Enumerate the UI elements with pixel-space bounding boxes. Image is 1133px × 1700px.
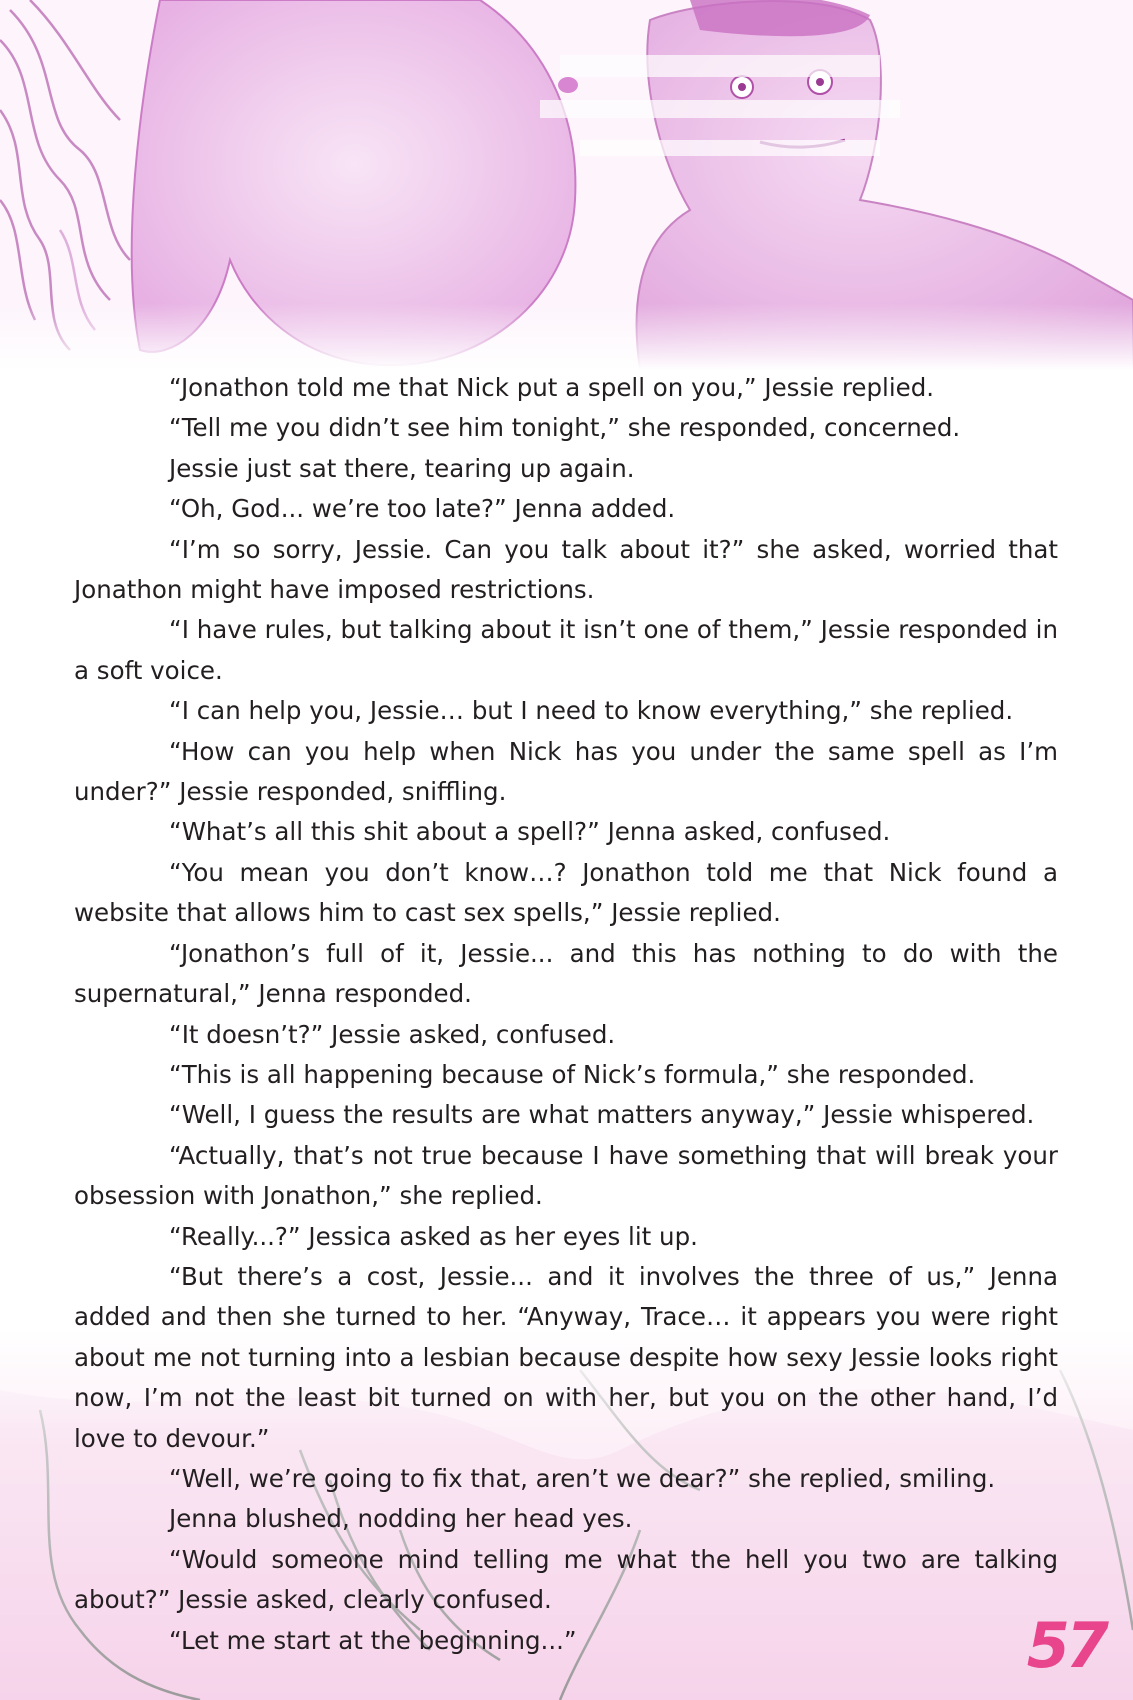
paragraph: “I can help you, Jessie… but I need to know everything,” she replied. bbox=[169, 696, 1014, 726]
paragraph: “What’s all this shit about a spell?” Jenna asked, confused. bbox=[169, 817, 891, 847]
paragraph: “Would someone mind telling me what the hell you two are talking about?” Jessie asked, clearly confused. bbox=[74, 1544, 1058, 1615]
paragraph: “I have rules, but talking about it isn’t one of them,” Jessie responded in a soft voice. bbox=[74, 615, 1058, 685]
paragraph: Jessie just sat there, tearing up again. bbox=[169, 453, 635, 483]
paragraph: “Actually, that’s not true because I have something that will break your obsession with Jonathon,” she replied. bbox=[74, 1140, 1058, 1211]
paragraph: “This is all happening because of Nick’s formula,” she responded. bbox=[169, 1059, 976, 1089]
paragraph: “But there’s a cost, Jessie... and it involves the three of us,” Jenna added and then she turned to her. “Anyway, Trace… it appears you were right about me not turning into a lesbian because despite how sexy Jessie looks right now, I’m not the least bit turned on with her, but you on the other hand, I’d love to devour.” bbox=[74, 1261, 1058, 1453]
paragraph: “It doesn’t?” Jessie asked, confused. bbox=[169, 1019, 616, 1049]
paragraph: Jenna blushed, nodding her head yes. bbox=[169, 1504, 633, 1534]
paragraph: “Jonathon’s full of it, Jessie... and this has nothing to do with the supernatural,” Jenna responded. bbox=[74, 938, 1058, 1009]
paragraph: “Really...?” Jessica asked as her eyes lit up. bbox=[169, 1221, 698, 1251]
paragraph: “Well, I guess the results are what matters anyway,” Jessie whispered. bbox=[169, 1100, 1035, 1130]
paragraph: “Let me start at the beginning...” bbox=[169, 1625, 577, 1655]
paragraph: “How can you help when Nick has you under the same spell as I’m under?” Jessie responded, sniffling. bbox=[74, 736, 1058, 807]
paragraph: “You mean you don’t know…? Jonathon told me that Nick found a website that allows him to cast sex spells,” Jessie replied. bbox=[74, 857, 1058, 928]
top-illustration bbox=[0, 0, 1133, 370]
page-number: 57 bbox=[1026, 1609, 1105, 1682]
paragraph: “Oh, God... we’re too late?” Jenna added. bbox=[169, 494, 676, 524]
paragraph: “Jonathon told me that Nick put a spell on you,” Jessie replied. bbox=[169, 373, 935, 402]
story-text bbox=[74, 368, 1058, 1661]
paragraph: “Well, we’re going to fix that, aren’t we dear?” she replied, smiling. bbox=[169, 1463, 996, 1493]
paragraph: “I’m so sorry, Jessie. Can you talk about it?” she asked, worried that Jonathon might have imposed restrictions. bbox=[74, 534, 1058, 605]
paragraph: “Tell me you didn’t see him tonight,” she responded, concerned. bbox=[169, 413, 961, 443]
